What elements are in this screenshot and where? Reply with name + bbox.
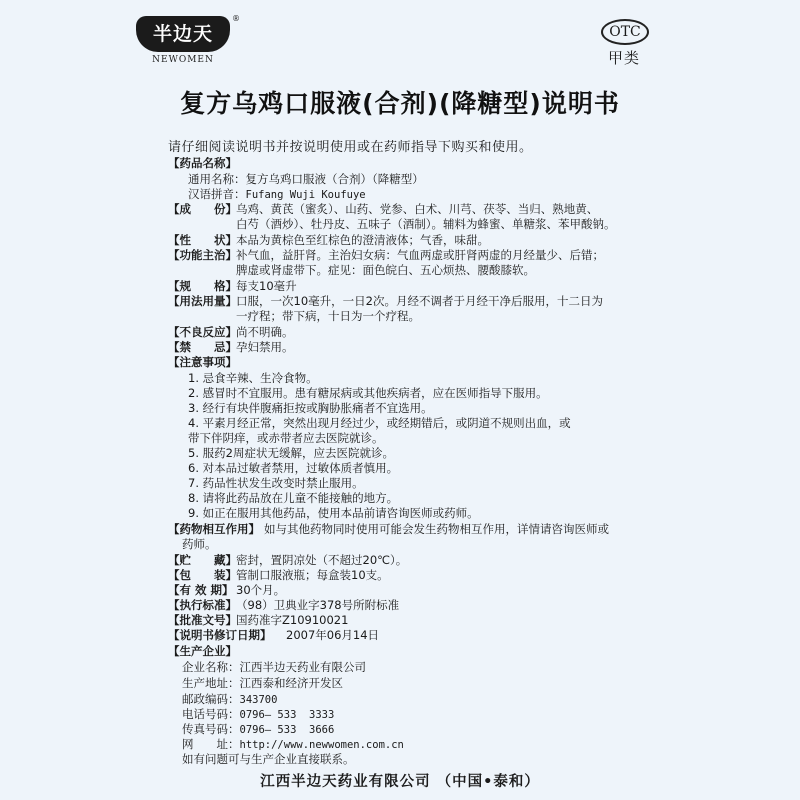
manufacturer-row (182, 707, 334, 722)
precaution-item: 7. 药品性状发生改变时禁止服用。 (188, 476, 364, 490)
otc-badge: OTC (601, 19, 649, 45)
section-label-storage: 【贮 藏】 (168, 553, 237, 567)
footer-company: 江西半边天药业有限公司 （中国•泰和） (260, 774, 540, 790)
section-label-manufacturer: 【生产企业】 (168, 644, 237, 658)
brand-logo (128, 14, 238, 72)
logo-subtitle: NEWOMEN (152, 55, 214, 65)
ingredients-line-2: 白芍（酒炒）、牡丹皮、五味子（酒制）。辅料为蜂蜜、单糖浆、苯甲酸钠。 (236, 217, 616, 231)
manufacturer-key: 电话号码： (182, 707, 240, 721)
precaution-item: 3. 经行有块伴腹痛拒按或胸胁胀痛者不宜选用。 (188, 401, 433, 415)
manufacturer-value: 江西半边天药业有限公司 (239, 660, 366, 674)
manufacturer-key: 生产地址： (182, 676, 240, 690)
usage-notice: 请仔细阅读说明书并按说明使用或在药师指导下购买和使用。 (168, 140, 533, 155)
generic-name-value: 复方乌鸡口服液（合剂）（降糖型） (245, 172, 424, 186)
interactions-line-1: 如与其他药物同时使用可能会发生药物相互作用，详情请咨询医师或 (264, 522, 609, 536)
approval-text: 国药准字Z10910021 (236, 613, 349, 627)
manufacturer-row (182, 660, 366, 674)
otc-class-label: 甲类 (608, 49, 641, 67)
interactions-line-2: 药师。 (182, 537, 217, 551)
generic-name-row (188, 172, 424, 186)
manufacturer-value: 江西泰和经济开发区 (239, 676, 343, 690)
section-label-standard: 【执行标准】 (168, 598, 237, 612)
properties-text: 本品为黄棕色至红棕色的澄清液体；气香，味甜。 (236, 233, 489, 247)
section-label-approval: 【批准文号】 (168, 613, 237, 627)
section-label-validity: 【有 效 期】 (168, 583, 234, 597)
specification-text: 每支10毫升 (236, 279, 297, 293)
manufacturer-website: http://www.newwomen.com.cn (239, 739, 404, 751)
section-label-specification: 【规 格】 (168, 279, 237, 293)
section-label-precautions: 【注意事项】 (168, 355, 237, 369)
validity-text: 30个月。 (236, 583, 286, 597)
adverse-text: 尚不明确。 (236, 325, 294, 339)
package-text: 管制口服液瓶；每盒装10支。 (236, 568, 389, 582)
dosage-line-1: 口服，一次10毫升，一日2次。月经不调者于月经干净后服用，十二日为 (236, 294, 603, 308)
section-label-drug-name: 【药品名称】 (168, 156, 237, 170)
section-label-package: 【包 装】 (168, 568, 237, 582)
pinyin-value: Fufang Wuji Koufuye (245, 189, 366, 201)
precaution-item: 带下伴阴痒，或赤带者应去医院就诊。 (188, 431, 384, 445)
section-label-ingredients: 【成 份】 (168, 202, 237, 216)
precaution-item: 4. 平素月经正常，突然出现月经过少，或经期错后，或阴道不规则出血，或 (188, 416, 571, 430)
contraindications-text: 孕妇禁用。 (236, 340, 294, 354)
section-label-indications: 【功能主治】 (168, 248, 237, 262)
contact-note: 如有问题可与生产企业直接联系。 (182, 752, 355, 766)
manufacturer-key: 传真号码： (182, 722, 240, 736)
manufacturer-value: 0796— 533 3666 (239, 724, 335, 736)
manufacturer-key: 企业名称： (182, 660, 240, 674)
document-title: 复方乌鸡口服液(合剂)(降糖型)说明书 (180, 89, 620, 118)
indications-line-1: 补气血，益肝肾。主治妇女病：气血两虚或肝肾两虚的月经量少、后错； (236, 248, 604, 262)
precaution-item: 5. 服药2周症状无缓解，应去医院就诊。 (188, 446, 394, 460)
precaution-item: 1. 忌食辛辣、生冷食物。 (188, 371, 318, 385)
revision-date: 2007年06月14日 (286, 628, 380, 642)
manufacturer-key: 邮政编码： (182, 692, 240, 706)
logo-badge: 半边天 (136, 16, 230, 52)
section-label-contraindications: 【禁 忌】 (168, 340, 237, 354)
manufacturer-row (182, 692, 277, 707)
precaution-item: 8. 请将此药品放在儿童不能接触的地方。 (188, 491, 399, 505)
generic-name-key: 通用名称： (188, 172, 246, 186)
manufacturer-value: 343700 (239, 694, 278, 706)
pinyin-key: 汉语拼音： (188, 187, 246, 201)
ingredients-line-1: 乌鸡、黄芪（蜜炙）、山药、党参、白术、川芎、茯苓、当归、熟地黄、 (236, 202, 599, 216)
manufacturer-row (182, 676, 343, 690)
section-label-interactions: 【药物相互作用】 (168, 522, 260, 536)
dosage-line-2: 一疗程；带下病，十日为一个疗程。 (236, 309, 420, 323)
manufacturer-value: 0796— 533 3333 (239, 709, 335, 721)
precaution-item: 9. 如正在服用其他药品，使用本品前请咨询医师或药师。 (188, 506, 479, 520)
standard-text: （98）卫典业字378号所附标准 (236, 598, 400, 612)
manufacturer-key: 网 址： (182, 737, 240, 751)
manufacturer-row (182, 722, 334, 737)
section-label-adverse: 【不良反应】 (168, 325, 237, 339)
section-label-revision: 【说明书修订日期】 (168, 628, 272, 642)
precaution-item: 2. 感冒时不宜服用。患有糖尿病或其他疾病者，应在医师指导下服用。 (188, 386, 548, 400)
storage-text: 密封，置阴凉处（不超过20℃）。 (236, 553, 408, 567)
precaution-item: 6. 对本品过敏者禁用，过敏体质者慎用。 (188, 461, 399, 475)
pinyin-row (188, 187, 366, 202)
indications-line-2: 脾虚或肾虚带下。症见：面色皖白、五心烦热、腰酸膝软。 (236, 263, 535, 277)
manufacturer-row (182, 737, 404, 752)
registered-mark: ® (232, 14, 240, 23)
section-label-properties: 【性 状】 (168, 233, 237, 247)
section-label-dosage: 【用法用量】 (168, 294, 237, 308)
